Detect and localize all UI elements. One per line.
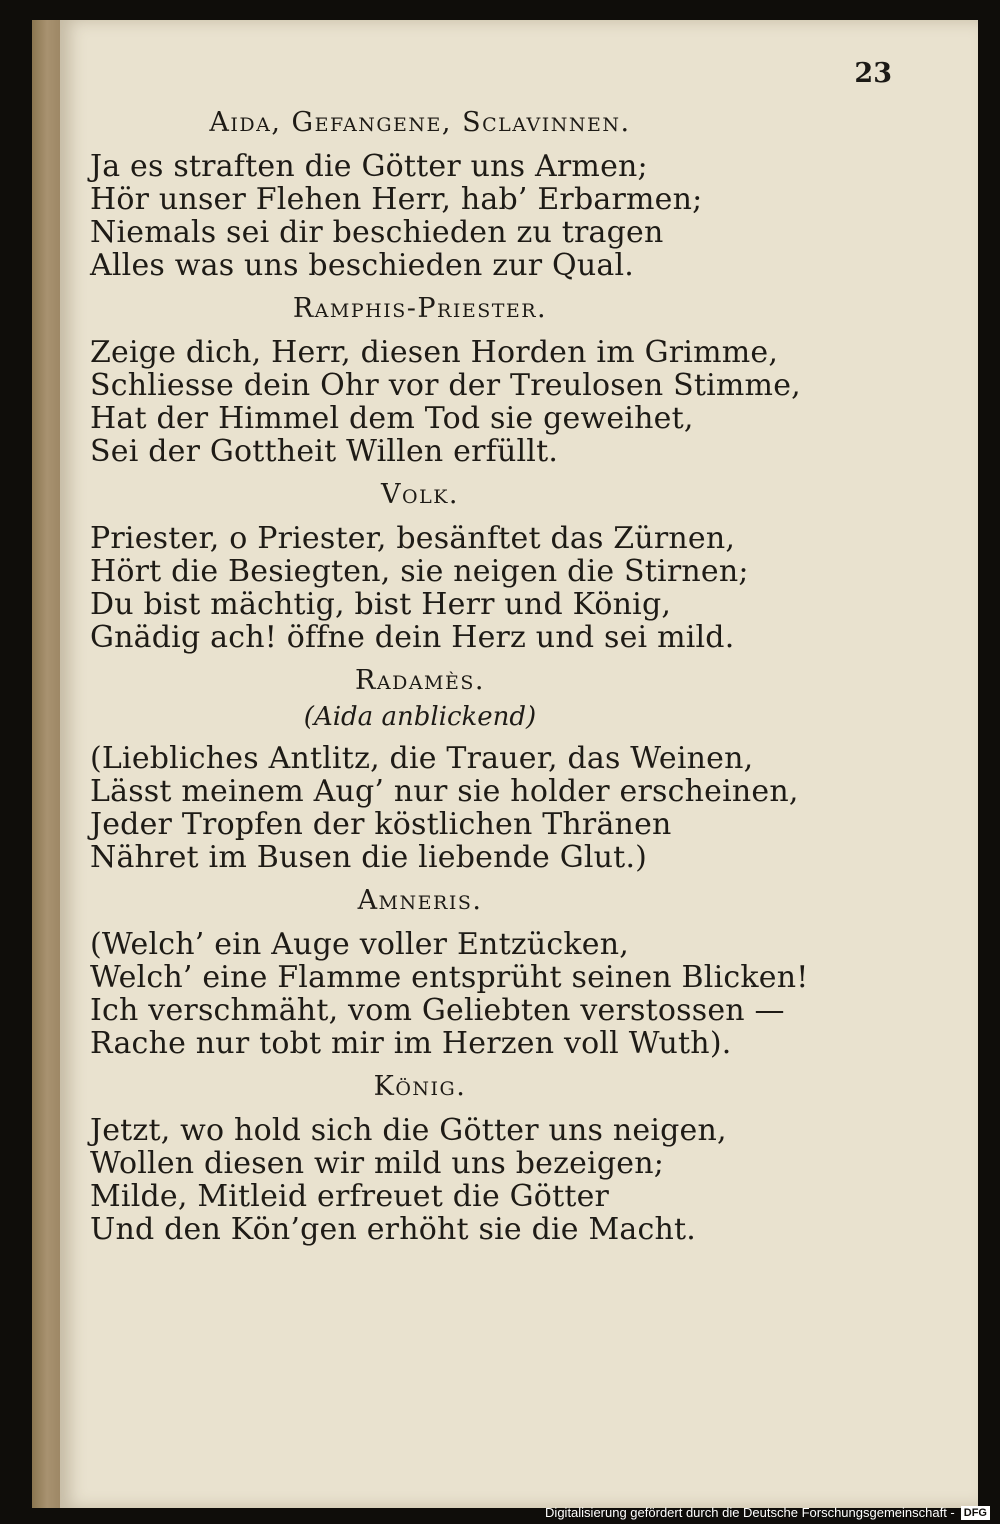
verse-line: Zeige dich, Herr, diesen Horden im Grimme, [90, 335, 779, 370]
verse-line: Niemals sei dir beschieden zu tragen [90, 215, 664, 250]
verse-line: Jeder Tropfen der köstlichen Thränen [90, 807, 672, 842]
verse-block [90, 1114, 750, 1246]
verse-block [90, 335, 801, 469]
verse-block [90, 522, 750, 654]
verse-line: Hör unser Flehen Herr, hab’ Erbarmen; [90, 182, 703, 217]
verse-line: Du bist mächtig, bist Herr und König, [90, 587, 672, 622]
verse-line: Welch’ eine Flamme entsprüht seinen Blicken! [90, 960, 809, 995]
verse-line: (Liebliches Antlitz, die Trauer, das Weinen, [90, 741, 754, 776]
verse-line: Schliesse dein Ohr vor der Treulosen Stimme, [90, 368, 801, 403]
verse-line: Ja es straften die Götter uns Armen; [90, 149, 648, 184]
verse-line: Und den Kön’gen erhöht sie die Macht. [90, 1212, 696, 1247]
speaker-heading: Volk. [381, 479, 459, 510]
speaker-heading: Amneris. [357, 885, 483, 916]
verse-line: Wollen diesen wir mild uns bezeigen; [90, 1146, 665, 1181]
speaker-heading: Radamès. [355, 665, 485, 696]
verse-line: Gnädig ach! öffne dein Herz und sei mild. [90, 620, 735, 655]
verse-line: Nähret im Busen die liebende Glut.) [90, 840, 648, 875]
speaker-heading: Ramphis-Priester. [292, 293, 548, 324]
verse-line: Lässt meinem Aug’ nur sie holder erscheinen, [90, 774, 799, 809]
verse-line: Priester, o Priester, besänftet das Zürnen, [90, 521, 736, 556]
verse-line: Jetzt, wo hold sich die Götter uns neigen, [90, 1113, 727, 1148]
verse-line: (Welch’ ein Auge voller Entzücken, [90, 927, 629, 962]
verse-line: Sei der Gottheit Willen erfüllt. [90, 434, 559, 469]
verse-line: Alles was uns beschieden zur Qual. [90, 248, 634, 283]
speaker-heading: Aida, Gefangene, Sclavinnen. [209, 107, 631, 138]
verse-block [90, 741, 799, 875]
verse-line: Hört die Besiegten, sie neigen die Stirnen; [90, 554, 749, 589]
speaker-heading: König. [373, 1071, 467, 1102]
verse-line: Milde, Mitleid erfreuet die Götter [90, 1179, 610, 1214]
book-spine-edge [32, 20, 62, 1508]
dfg-logo-icon: DFG [961, 1506, 990, 1520]
verse-line: Rache nur tobt mir im Herzen voll Wuth). [90, 1026, 732, 1061]
verse-block [90, 927, 809, 1061]
verse-line: Ich verschmäht, vom Geliebten verstossen — [90, 993, 785, 1028]
page-number: 23 [854, 58, 892, 89]
book-page [60, 20, 978, 1508]
libretto-text [90, 107, 809, 1258]
credit-text: Digitalisierung gefördert durch die Deutsche Forschungsgemeinschaft - [545, 1505, 955, 1520]
digitization-credit [545, 1505, 990, 1520]
stage-direction: (Aida anblickend) [303, 702, 537, 732]
verse-block [90, 150, 750, 282]
verse-line: Hat der Himmel dem Tod sie geweihet, [90, 401, 694, 436]
